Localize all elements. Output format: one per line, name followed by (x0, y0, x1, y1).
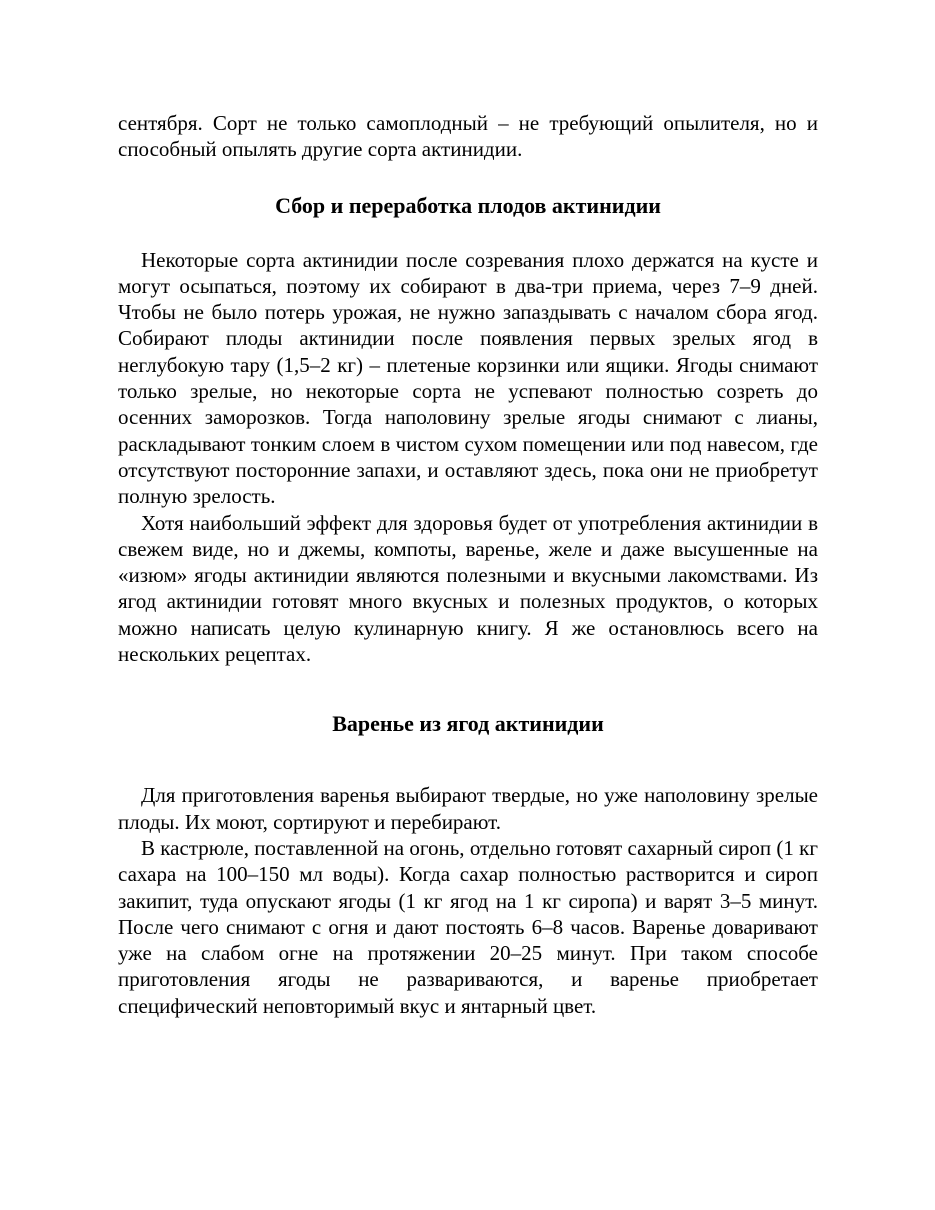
paragraph-jam-1: Для приготовления варенья выбирают твердые, но уже наполовину зрелые плоды. Их моют, сортируют и перебирают. (118, 783, 818, 834)
paragraph-jam-2: В кастрюле, поставленной на огонь, отдельно готовят сахарный сироп (1 кг сахара на 100–150 мл воды). Когда сахар полностью растворится и сироп закипит, туда опускают ягоды (1 кг ягод на 1 кг сиропа) и варят 3–5 минут. После чего снимают с огня и дают постоять 6–8 часов. Варенье доваривают уже на слабом огне на протяжении 20–25 минут. При таком способе приготовления ягоды не развариваются, и варенье приобретает специфический неповторимый вкус и янтарный цвет. (118, 835, 818, 1018)
intro-paragraph: сентября. Сорт не только самоплодный – не требующий опылителя, но и способный опылять другие сорта актинидии. (118, 111, 818, 162)
document-page (118, 110, 818, 1019)
section-heading-harvest: Сбор и переработка плодов актинидии (275, 192, 661, 218)
paragraph-harvest-2: Хотя наибольший эффект для здоровья будет от употребления актинидии в свежем виде, но и джемы, компоты, варенье, желе и даже высушенные на «изюм» ягоды актинидии являются полезными и вкусными лакомствами. Из ягод актинидии готовят много вкусных и полезных продуктов, о которых можно написать целую кулинарную книгу. Я же остановлюсь всего на нескольких рецептах. (118, 510, 818, 667)
section-heading-jam: Варенье из ягод актинидии (332, 711, 604, 737)
paragraph-harvest-1: Некоторые сорта актинидии после созревания плохо держатся на кусте и могут осыпаться, поэтому их собирают в два-три приема, через 7–9 дней. Чтобы не было потерь урожая, не нужно запаздывать с началом сбора ягод. Собирают плоды актинидии после появления первых зрелых ягод в неглубокую тару (1,5–2 кг) – плетеные корзинки или ящики. Ягоды снимают только зрелые, но некоторые сорта не успевают полностью созреть до осенних заморозков. Тогда наполовину зрелые ягоды снимают с лианы, раскладывают тонким слоем в чистом сухом помещении или под навесом, где отсутствуют посторонние запахи, и оставляют здесь, пока они не приобретут полную зрелость. (118, 247, 818, 509)
